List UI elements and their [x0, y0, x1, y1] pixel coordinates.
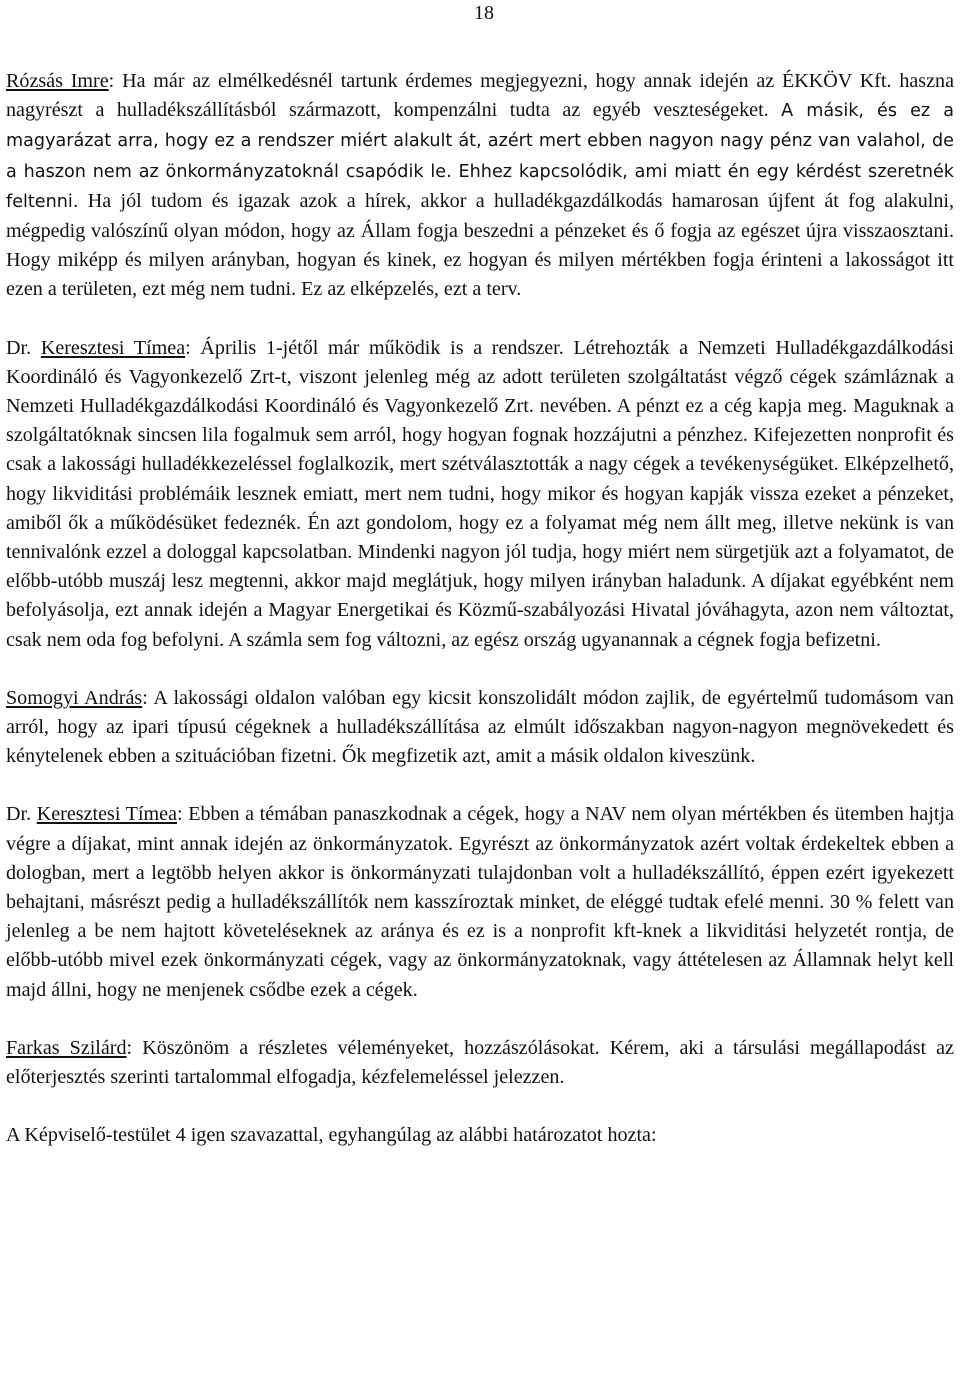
speaker-colon: : [177, 803, 183, 826]
paragraph-keresztesi-timea-2 [6, 800, 954, 1004]
speaker-colon: : [108, 70, 115, 92]
speaker-colon: : [142, 686, 148, 709]
paragraph-text: Köszönöm a részletes véleményeket, hozzászólásokat. Kérem, aki a társulási megállapodást az előterjesztés szerinti tartalommal elfogadja, kézfelemeléssel jelezzen. [6, 1036, 955, 1089]
paragraph-farkas-szilard [6, 1034, 954, 1092]
speaker-name: Keresztesi Tímea [40, 336, 186, 359]
paragraph-text: Ha már az elmélkedésnél tartunk érdemes megjegyezni, hogy annak idején az ÉKKÖV Kft. haszna nagyrészt a hulladékszállításból származott, kompenzálni tudta az egyéb veszteségeket. [6, 70, 954, 122]
paragraph-rozsas-imre [6, 67, 954, 305]
paragraph-keresztesi-timea-1 [6, 334, 954, 655]
speaker-name: Farkas Szilárd [6, 1036, 127, 1059]
paragraph-text: A Képviselő-testület 4 igen szavazattal, egyhangúlag az alábbi határozatot hozta: [6, 1124, 657, 1147]
speaker-title: Dr. [6, 336, 41, 359]
speaker-name: Keresztesi Tímea [36, 803, 177, 826]
paragraph-text: Ebben a témában panaszkodnak a cégek, hogy a NAV nem olyan mértékben és ütemben hajtja végre a díjakat, mint annak idején az önkormányzatok. Egyrészt az önkormányzatok azért voltak érdekeltek ebben a dologban, mert a legtöbb helyen akkor is önkormányzati tulajdonban volt a hulladékszállító, éppen ezért igyekezett behajtani, másrészt pedig a hulladékszállítók nem kasszíroztak minket, de eléggé tudtak efelé menni. 30 % felett van jelenleg a be nem hajtott követeléseknek az aránya és ez is a nonprofit kft-knek a likviditási helyzetét rontja, de előbb-utóbb mivel ezek önkormányzati cégek, vagy az önkormányzatoknak, vagy áttételesen az Államnak helyt kell majd állni, hogy ne menjenek csődbe ezek a cégek. [6, 803, 955, 1001]
page-body [6, 67, 954, 1151]
paragraph-resolution-intro [6, 1121, 954, 1150]
paragraph-text: Ha jól tudom és igazak azok a hírek, akkor a hulladékgazdálkodás hamarosan újfent át fog alakulni, mégpedig valószínű olyan módon, hogy az Állam fogja beszedni a pénzeket és ő fogja az egészet újra visszaosztani. Hogy miképp és milyen arányban, hogyan és kinek, ez hogyan és milyen mértékben fogja érinteni a lakosságot itt ezen a területen, ezt még nem tudni. Ez az elképzelés, ezt a terv. [6, 189, 954, 301]
paragraph-text: Április 1-jétől már működik is a rendszer. Létrehozták a Nemzeti Hulladékgazdálkodási Koordináló és Vagyonkezelő Zrt-t, viszont jelenleg még az adott területen szolgáltatást végző cégek számláznak a Nemzeti Hulladékgazdálkodási Koordináló és Vagyonkezelő Zrt. nevében. A pénzt ez a cég kapja meg. Maguknak a szolgáltatóknak sincsen lila fogalmuk sem arról, hogy hogyan fognak hozzájutni a pénzhez. Kifejezetten nonprofit és csak a lakossági hulladékkezeléssel foglalkozik, mert szétválasztották a nagy cégek a tevékenységüket. Elképzelhető, hogy likviditási problémáik lesznek emiatt, mert nem tudni, hogy mikor és hogyan kapják vissza ezeket a pénzeket, amiből ők a működésüket fedeznék. Én azt gondolom, hogy ez a folyamat még nem állt meg, illetve nekünk is van tennivalónk ezzel a dologgal kapcsolatban. Mindenki nagyon jól tudja, hogy miért nem sürgetjük azt a folyamatot, de előbb-utóbb muszáj lesz megtenni, akkor majd meglátjuk, hogy milyen irányban haladunk. A díjakat egyébként nem befolyásolja, ezt annak idején a Magyar Energetikai és Közmű-szabályozási Hivatal jóváhagyta, azon nem változtat, csak nem oda fog befolyni. A számla sem fog változni, az egész ország ugyanannak a cégnek fogja befizetni. [6, 336, 954, 651]
speaker-title: Dr. [6, 803, 37, 826]
speaker-name: Somogyi András [6, 686, 143, 709]
paragraph-text: A lakossági oldalon valóban egy kicsit konszolidált módon zajlik, de egyértelmű tudomásom van arról, hogy az ipari típusú cégeknek a hulladékszállítása az elmúlt időszakban nagyon-nagyon megnövekedett és kénytelenek ebben a szituációban fizetni. Ők megfizetik azt, amit a másik oldalon kiveszünk. [6, 686, 954, 768]
page-number: 18 [474, 2, 494, 24]
speaker-name: Rózsás Imre [6, 70, 109, 92]
paragraph-text-alt-font: A másik, és ez a magyarázat arra, hogy ez a rendszer miért alakult át, azért mert ebben nagyon nagy pénz van valahol, de a haszon nem az önkormányzatoknál csapódik le. Ehhez kapcsolódik, ami miatt én egy kérdést szeretnék feltenni. [6, 101, 954, 212]
speaker-colon: : [185, 336, 191, 359]
speaker-colon: : [126, 1036, 133, 1059]
paragraph-somogyi-andras [6, 684, 954, 772]
